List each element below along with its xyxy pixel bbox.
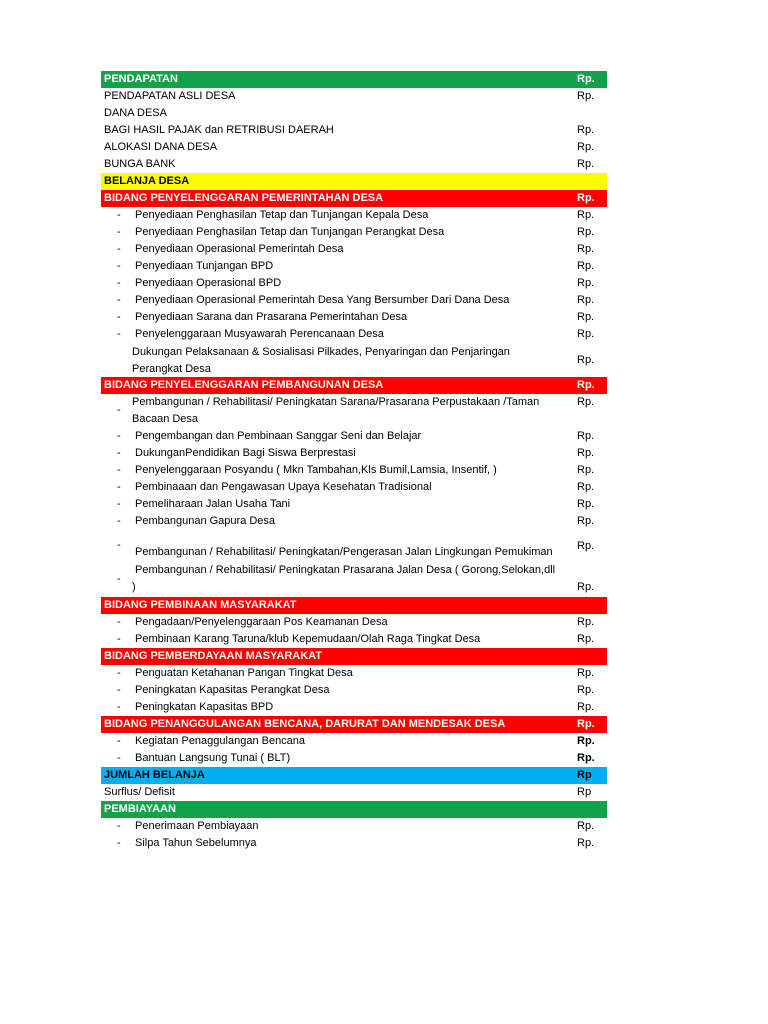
gorong-label-line2: ) [132, 581, 136, 593]
pendapatan-header [101, 71, 607, 88]
bidang5-item [101, 733, 607, 750]
item-dash: - [117, 226, 121, 238]
item-label: Penerimaan Pembiayaan [135, 820, 259, 832]
item-dash: - [117, 481, 121, 493]
perpus-label-line2: Bacaan Desa [132, 413, 199, 425]
row-label: ALOKASI DANA DESA [104, 141, 218, 153]
item-label: Silpa Tahun Sebelumnya [135, 837, 257, 849]
bidang1-item [101, 309, 607, 326]
bidang1-header-label: BIDANG PENYELENGGARAN PEMERINTAHAN DESA [104, 192, 384, 204]
item-dash: - [117, 243, 121, 255]
pendapatan-row [101, 139, 607, 156]
pendapatan-row [101, 156, 607, 173]
pembiayaan-header [101, 801, 607, 818]
item-rp: Rp. [577, 226, 595, 238]
item-dash: - [117, 260, 121, 272]
bidang1-item [101, 292, 607, 309]
row-rp: Rp. [577, 124, 595, 136]
pendapatan-row [101, 105, 607, 122]
item-label: Pengadaan/Penyelenggaraan Pos Keamanan Desa [135, 616, 388, 628]
item-label: Penyediaan Operasional Pemerintah Desa Yang Bersumber Dari Dana Desa [135, 294, 510, 306]
item-rp: Rp. [577, 820, 595, 832]
bidang5-header-rp: Rp. [577, 718, 595, 730]
item-dash: - [117, 667, 121, 679]
item-dash: - [117, 294, 121, 306]
item-dash: - [117, 752, 121, 764]
item-dash: - [117, 430, 121, 442]
pilkades-rp: Rp. [577, 354, 595, 366]
item-label: Kegiatan Penaggulangan Bencana [135, 735, 306, 747]
row-label: BAGI HASIL PAJAK dan RETRIBUSI DAERAH [104, 124, 334, 136]
item-rp: Rp. [577, 294, 595, 306]
bidang2-header-label: BIDANG PENYELENGGARAN PEMBANGUNAN DESA [104, 379, 384, 391]
bidang5-item [101, 750, 607, 767]
bidang2-perpus-item [101, 394, 607, 428]
jumlah-belanja-rp: Rp [577, 769, 592, 781]
item-label: Peningkatan Kapasitas BPD [135, 701, 274, 713]
item-label: Penyediaan Sarana dan Prasarana Pemerintahan Desa [135, 311, 408, 323]
bidang2-header-rp: Rp. [577, 379, 595, 391]
pembiayaan-header-label: PEMBIAYAAN [104, 803, 176, 815]
item-dash: - [117, 311, 121, 323]
bidang1-header [101, 190, 607, 207]
bidang2-header [101, 377, 607, 394]
item-rp: Rp. [577, 667, 595, 679]
bidang2-jalan-item [101, 530, 607, 564]
surplus-rp: Rp [577, 786, 592, 798]
bidang1-item [101, 258, 607, 275]
item-label: Bantuan Langsung Tunai ( BLT) [135, 752, 291, 764]
bidang1-item [101, 326, 607, 343]
item-rp: Rp. [577, 447, 595, 459]
belanja-header-label: BELANJA DESA [104, 175, 190, 187]
bidang3-header [101, 597, 607, 614]
item-dash: - [117, 447, 121, 459]
pendapatan-row [101, 122, 607, 139]
item-label: Penyelenggaraan Musyawarah Perencanaan Desa [135, 328, 384, 340]
bidang2-gorong-item [101, 564, 607, 598]
item-rp: Rp. [577, 515, 595, 527]
pendapatan-row [101, 88, 607, 105]
item-label: Pengembangan dan Pembinaan Sanggar Seni dan Belajar [135, 430, 422, 442]
item-dash: - [117, 328, 121, 340]
bidang3-item [101, 614, 607, 631]
item-rp: Rp. [577, 328, 595, 340]
belanja-header [101, 173, 607, 190]
item-dash: - [117, 209, 121, 221]
item-rp: Rp. [577, 311, 595, 323]
item-dash: - [117, 404, 121, 416]
bidang2-item [101, 496, 607, 513]
row-rp: Rp. [577, 158, 595, 170]
surplus-row [101, 784, 607, 801]
item-rp: Rp. [577, 260, 595, 272]
bidang2-item [101, 428, 607, 445]
item-dash: - [117, 464, 121, 476]
bidang1-item [101, 207, 607, 224]
item-dash: - [117, 735, 121, 747]
item-rp: Rp. [577, 243, 595, 255]
item-dash: - [117, 515, 121, 527]
item-rp: Rp. [577, 209, 595, 221]
bidang1-item [101, 241, 607, 258]
bidang5-header-label: BIDANG PENANGGULANGAN BENCANA, DARURAT DAN MENDESAK DESA [104, 718, 506, 730]
item-label: Peningkatan Kapasitas Perangkat Desa [135, 684, 330, 696]
row-rp: Rp. [577, 90, 595, 102]
jalan-label: Pembangunan / Rehabilitasi/ Peningkatan/Pengerasan Jalan Lingkungan Pemukiman [135, 546, 553, 558]
item-rp: Rp. [577, 498, 595, 510]
item-dash: - [117, 701, 121, 713]
gorong-label-line1: Pembangunan / Rehabilitasi/ Peningkatan Prasarana Jalan Desa ( Gorong,Selokan,dll [135, 564, 556, 576]
perpus-label-line1: Pembangunan / Rehabilitasi/ Peningkatan Sarana/Prasarana Perpustakaan /Taman [132, 396, 540, 408]
item-dash: - [117, 539, 121, 551]
bidang1-pilkades-item [101, 343, 607, 377]
item-dash: - [117, 633, 121, 645]
item-rp: Rp. [577, 735, 595, 747]
bidang3-item [101, 631, 607, 648]
bidang4-item [101, 682, 607, 699]
jalan-rp: Rp. [577, 540, 595, 552]
pendapatan-header-rp: Rp. [577, 73, 595, 85]
bidang4-header [101, 648, 607, 665]
item-label: Pembangunan Gapura Desa [135, 515, 276, 527]
bidang4-header-label: BIDANG PEMBERDAYAAN MASYARAKAT [104, 650, 322, 662]
perpus-rp: Rp. [577, 396, 595, 408]
pendapatan-header-label: PENDAPATAN [104, 73, 178, 85]
bidang3-header-label: BIDANG PEMBINAAN MASYARAKAT [104, 599, 297, 611]
pembiayaan-item [101, 835, 607, 852]
item-rp: Rp. [577, 277, 595, 289]
item-rp: Rp. [577, 701, 595, 713]
item-label: Penyediaan Operasional BPD [135, 277, 282, 289]
bidang2-item [101, 445, 607, 462]
item-label: Penyediaan Penghasilan Tetap dan Tunjangan Perangkat Desa [135, 226, 445, 238]
item-dash: - [117, 820, 121, 832]
item-rp: Rp. [577, 616, 595, 628]
item-label: Penyediaan Penghasilan Tetap dan Tunjangan Kepala Desa [135, 209, 429, 221]
item-rp: Rp. [577, 464, 595, 476]
bidang5-header [101, 716, 607, 733]
item-rp: Rp. [577, 752, 595, 764]
item-label: Penyelenggaraan Posyandu ( Mkn Tambahan,Kls Bumil,Lamsia, Insentif, ) [135, 464, 497, 476]
item-label: DukunganPendidikan Bagi Siswa Berprestasi [135, 447, 356, 459]
bidang2-item [101, 479, 607, 496]
pilkades-label-line2: Perangkat Desa [132, 363, 211, 375]
jumlah-belanja-row [101, 767, 607, 784]
item-dash: - [117, 277, 121, 289]
item-label: Penyediaan Tunjangan BPD [135, 260, 274, 272]
item-dash: - [117, 573, 121, 585]
item-rp: Rp. [577, 430, 595, 442]
item-rp: Rp. [577, 837, 595, 849]
bidang2-item [101, 513, 607, 530]
bidang1-header-rp: Rp. [577, 192, 595, 204]
bidang1-item [101, 275, 607, 292]
item-label: Pembinaan Karang Taruna/klub Kepemudaan/Olah Raga Tingkat Desa [135, 633, 481, 645]
item-dash: - [117, 616, 121, 628]
bidang2-item [101, 462, 607, 479]
row-rp: Rp. [577, 141, 595, 153]
bidang4-item [101, 699, 607, 716]
pembiayaan-item [101, 818, 607, 835]
item-dash: - [117, 837, 121, 849]
row-label: DANA DESA [104, 107, 167, 119]
item-rp: Rp. [577, 633, 595, 645]
item-label: Pemeliharaan Jalan Usaha Tani [135, 498, 291, 510]
bidang1-item [101, 224, 607, 241]
row-label: PENDAPATAN ASLI DESA [104, 90, 236, 102]
gorong-rp: Rp. [577, 581, 595, 593]
item-rp: Rp. [577, 481, 595, 493]
item-label: Pembinaaan dan Pengawasan Upaya Kesehatan Tradisional [135, 481, 432, 493]
pilkades-label-line1: Dukungan Pelaksanaan & Sosialisasi Pilkades, Penyaringan dan Penjaringan [132, 346, 510, 358]
item-rp: Rp. [577, 684, 595, 696]
item-dash: - [117, 498, 121, 510]
bidang4-item [101, 665, 607, 682]
item-label: Penyediaan Operasional Pemerintah Desa [135, 243, 344, 255]
surplus-label: Surflus/ Defisit [104, 786, 175, 798]
item-label: Penguatan Ketahanan Pangan Tingkat Desa [135, 667, 353, 679]
row-label: BUNGA BANK [104, 158, 176, 170]
item-dash: - [117, 684, 121, 696]
jumlah-belanja-label: JUMLAH BELANJA [104, 769, 205, 781]
